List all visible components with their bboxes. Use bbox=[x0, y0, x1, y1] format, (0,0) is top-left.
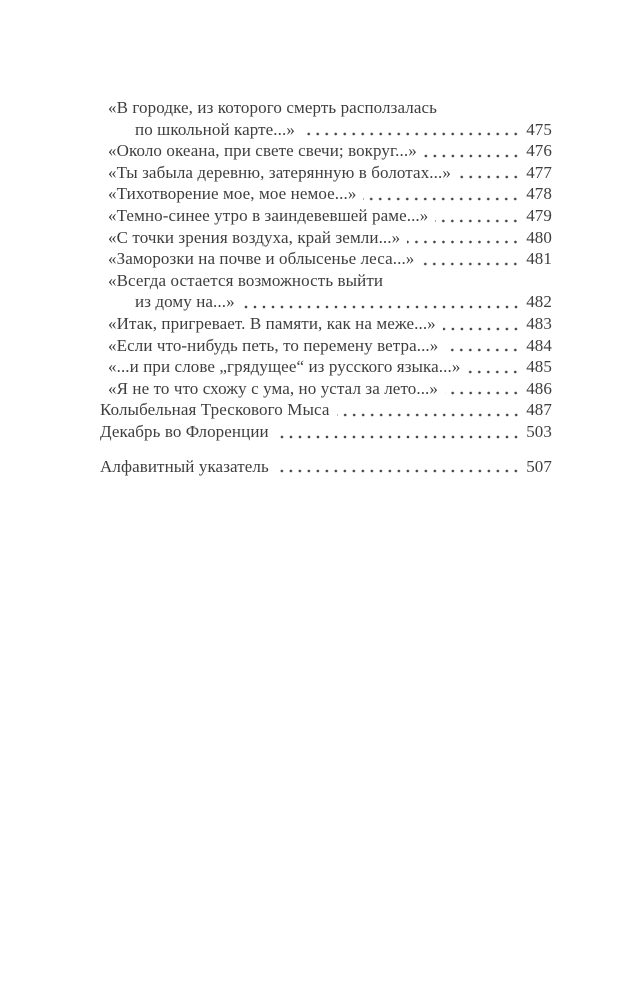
toc-entry-title: Колыбельная Трескового Мыса bbox=[100, 400, 330, 420]
toc-entry-title: по школьной карте...» bbox=[135, 119, 295, 139]
toc-entry-title: «...и при слове „грядущее“ из русского языка...» bbox=[108, 357, 461, 377]
toc-entry-title: «С точки зрения воздуха, край земли...» bbox=[108, 227, 401, 247]
toc-entry-title: «Я не то что схожу с ума, но устал за лето...» bbox=[108, 378, 438, 398]
dot-leader bbox=[435, 205, 521, 227]
toc-row bbox=[100, 205, 552, 227]
toc-entry-title: «Если что-нибудь петь, то перемену ветра...» bbox=[108, 335, 439, 355]
toc-entry-title: «Заморозки на почве и облысенье леса...» bbox=[108, 249, 415, 269]
dot-leader bbox=[363, 183, 521, 205]
toc-entry-title: из дому на...» bbox=[135, 292, 235, 312]
toc-entry-page: 475 bbox=[526, 119, 552, 139]
toc-entry-page: 486 bbox=[526, 378, 552, 398]
toc-row bbox=[100, 227, 552, 249]
toc-row bbox=[100, 140, 552, 162]
toc-entry-page: 484 bbox=[526, 335, 552, 355]
dot-leader bbox=[276, 456, 521, 478]
toc-entry-page: 477 bbox=[526, 162, 552, 182]
toc-row bbox=[100, 313, 552, 335]
dot-leader bbox=[276, 421, 521, 443]
toc-row bbox=[100, 378, 552, 400]
toc-entry-page: 478 bbox=[526, 184, 552, 204]
dot-leader bbox=[467, 356, 521, 378]
toc-row bbox=[100, 399, 552, 421]
dot-leader bbox=[302, 119, 521, 141]
toc-entry-page: 507 bbox=[526, 456, 552, 476]
toc-entry-title: «Около океана, при свете свечи; вокруг...» bbox=[108, 141, 417, 161]
toc-row bbox=[100, 456, 552, 478]
toc-row bbox=[100, 421, 552, 443]
toc-list bbox=[100, 97, 552, 477]
toc-row bbox=[100, 335, 552, 357]
toc-entry-page: 483 bbox=[526, 313, 552, 333]
toc-entry-page: 476 bbox=[526, 141, 552, 161]
toc-entry-page: 503 bbox=[526, 421, 552, 441]
toc-row bbox=[100, 97, 552, 119]
toc-entry-title: «Тихотворение мое, мое немое...» bbox=[108, 184, 357, 204]
toc-entry-page: 480 bbox=[526, 227, 552, 247]
toc-entry-page: 481 bbox=[526, 249, 552, 269]
toc-row bbox=[100, 183, 552, 205]
toc-entry-page: 479 bbox=[526, 205, 552, 225]
dot-leader bbox=[337, 399, 522, 421]
dot-leader bbox=[445, 335, 521, 357]
toc-entry-title: «Темно-синее утро в заиндевевшей раме...» bbox=[108, 205, 429, 225]
dot-leader bbox=[458, 162, 521, 184]
dot-leader bbox=[424, 140, 521, 162]
toc-row bbox=[100, 270, 552, 292]
toc-entry-title: «Ты забыла деревню, затерянную в болотах...» bbox=[108, 162, 451, 182]
toc-entry-title: «Итак, пригревает. В памяти, как на меже...» bbox=[108, 313, 436, 333]
toc-row bbox=[100, 291, 552, 313]
toc-entry-page: 485 bbox=[526, 357, 552, 377]
dot-leader bbox=[421, 248, 521, 270]
dot-leader bbox=[445, 378, 521, 400]
toc-row bbox=[100, 248, 552, 270]
dot-leader bbox=[407, 227, 521, 249]
dot-leader bbox=[242, 291, 521, 313]
toc-entry-title: «Всегда остается возможность выйти bbox=[108, 270, 384, 290]
toc-row bbox=[100, 119, 552, 141]
toc-entry-title: «В городке, из которого смерть расползалась bbox=[108, 98, 437, 117]
toc-entry-page: 482 bbox=[526, 292, 552, 312]
toc-entry-page: 487 bbox=[526, 400, 552, 420]
toc-entry-title: Алфавитный указатель bbox=[100, 456, 269, 476]
toc-row bbox=[100, 356, 552, 378]
toc-entry-title: Декабрь во Флоренции bbox=[100, 421, 269, 441]
dot-leader bbox=[443, 313, 521, 335]
toc-row bbox=[100, 162, 552, 184]
